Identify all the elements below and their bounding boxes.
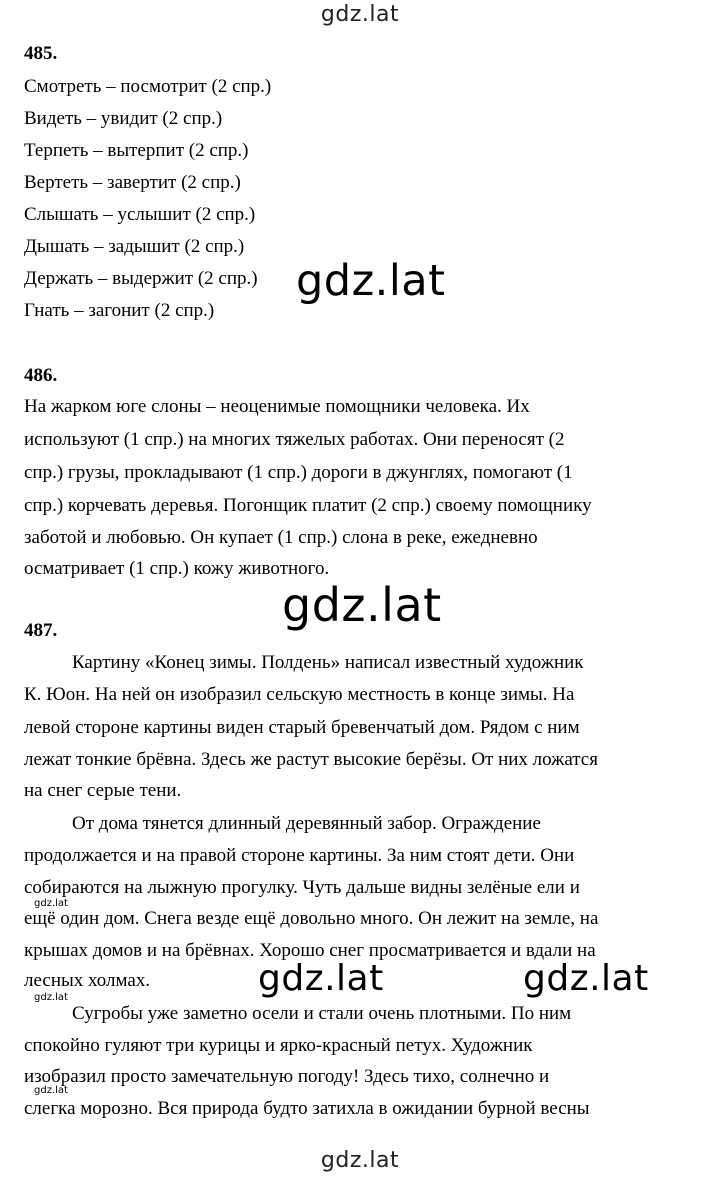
text-line: Гнать – загонит (2 спр.) — [24, 300, 215, 321]
watermark-large: gdz.lat — [523, 958, 649, 999]
text-line: Вертеть – завертит (2 спр.) — [24, 172, 241, 193]
exercise-number: 486. — [24, 365, 58, 386]
text-line: Слышать – услышит (2 спр.) — [24, 204, 256, 225]
text-line: изобразил просто замечательную погоду! Здесь тихо, солнечно и — [24, 1066, 550, 1087]
exercise-number: 487. — [24, 620, 58, 641]
watermark-top: gdz.lat — [320, 2, 400, 27]
watermark-large: gdz.lat — [282, 578, 442, 632]
text-line: Терпеть – вытерпит (2 спр.) — [24, 140, 249, 161]
text-line: ещё один дом. Снега везде ещё довольно много. Он лежит на земле, на — [24, 908, 599, 929]
text-line: крышах домов и на брёвнах. Хорошо снег просматривается и вдали на — [24, 940, 596, 961]
watermark-small: gdz.lat — [34, 992, 68, 1003]
text-line: осматривает (1 спр.) кожу животного. — [24, 558, 330, 579]
watermark-large: gdz.lat — [258, 958, 384, 999]
text-line: спр.) корчевать деревья. Погонщик платит (2 спр.) своему помощнику — [24, 495, 592, 516]
watermark-bottom: gdz.lat — [320, 1148, 400, 1173]
text-line: собираются на лыжную прогулку. Чуть дальше видны зелёные ели и — [24, 877, 580, 898]
text-line: спр.) грузы, прокладывают (1 спр.) дороги в джунглях, помогают (1 — [24, 462, 573, 483]
watermark-small: gdz.lat — [34, 898, 68, 909]
text-line: Смотреть – посмотрит (2 спр.) — [24, 76, 272, 97]
text-line: К. Юон. На ней он изобразил сельскую местность в конце зимы. На — [24, 684, 575, 705]
text-line: Видеть – увидит (2 спр.) — [24, 108, 223, 129]
text-line: На жарком юге слоны – неоценимые помощники человека. Их — [24, 396, 530, 417]
watermark-large: gdz.lat — [296, 256, 446, 306]
text-line: Картину «Конец зимы. Полдень» написал известный художник — [72, 652, 584, 673]
text-line: Держать – выдержит (2 спр.) — [24, 268, 258, 289]
text-line: От дома тянется длинный деревянный забор. Ограждение — [72, 813, 541, 834]
text-line: используют (1 спр.) на многих тяжелых работах. Они переносят (2 — [24, 429, 565, 450]
text-line: продолжается и на правой стороне картины. За ним стоят дети. Они — [24, 845, 575, 866]
text-line: Сугробы уже заметно осели и стали очень плотными. По ним — [72, 1003, 572, 1024]
text-line: лесных холмах. — [24, 970, 151, 991]
text-line: заботой и любовью. Он купает (1 спр.) слона в реке, ежедневно — [24, 527, 538, 548]
text-line: левой стороне картины виден старый бревенчатый дом. Рядом с ним — [24, 717, 580, 738]
text-line: слегка морозно. Вся природа будто затихла в ожидании бурной весны — [24, 1098, 590, 1119]
text-line: лежат тонкие брёвна. Здесь же растут высокие берёзы. От них ложатся — [24, 749, 598, 770]
text-line: Дышать – задышит (2 спр.) — [24, 236, 245, 257]
exercise-number: 485. — [24, 43, 58, 64]
text-line: на снег серые тени. — [24, 780, 182, 801]
text-line: спокойно гуляют три курицы и ярко-красный петух. Художник — [24, 1035, 533, 1056]
watermark-small: gdz.lat — [34, 1085, 68, 1096]
